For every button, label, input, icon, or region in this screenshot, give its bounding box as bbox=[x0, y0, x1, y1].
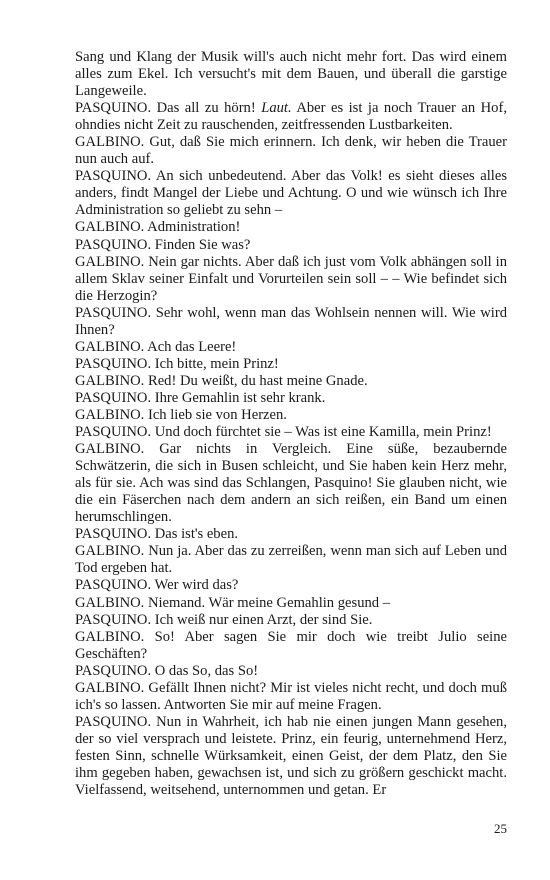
paragraph: GALBINO. Ich lieb sie von Herzen. bbox=[75, 406, 287, 423]
paragraph: PASQUINO. Nun in Wahrheit, ich hab nie einen jungen Mann gesehen, der so viel versprach und leistete. Prinz, ein feurig, unternehmend Herz, festen Sinn, schnelle Würksamkeit, einen Geist, der dem Platz, den Sie ihm gegeben haben, gewachsen ist, und sich zu größern geschickt macht. Vielfassend, weitsehend, unternommen und getan. Er bbox=[75, 713, 507, 799]
paragraph: GALBINO. Niemand. Wär meine Gemahlin gesund – bbox=[75, 594, 391, 611]
paragraph: PASQUINO. Finden Sie was? bbox=[75, 236, 251, 253]
paragraph: GALBINO. Nein gar nichts. Aber daß ich just vom Volk abhängen soll in allem Sklav seiner Einfalt und Vorurteilen sein soll – – Wie befindet sich die Herzogin? bbox=[75, 253, 507, 304]
paragraph: GALBINO. Ach das Leere! bbox=[75, 338, 237, 355]
paragraph: GALBINO. Gar nichts in Vergleich. Eine süße, bezaubernde Schwätzerin, die sich in Busen schleicht, und Sie haben kein Herz mehr, als für sie. Ach was sind das Schlangen, Pasquino! Sie glauben nicht, wie die ein Fäserchen nach dem andern an sich reißen, ein Band um einen herumschlingen. bbox=[75, 441, 507, 526]
paragraph: GALBINO. So! Aber sagen Sie mir doch wie treibt Julio seine Geschäften? bbox=[75, 628, 507, 662]
stage-direction: Laut. bbox=[261, 100, 292, 117]
paragraph: PASQUINO. Das ist's eben. bbox=[75, 526, 239, 543]
paragraph: PASQUINO. Sehr wohl, wenn man das Wohlsein nennen will. Wie wird Ihnen? bbox=[75, 304, 507, 338]
paragraph: PASQUINO. An sich unbedeutend. Aber das Volk! es sieht dieses alles anders, findt Mangel der Liebe und Achtung. O und wie wünsch ich Ihre Administration so geliebt zu sehn – bbox=[75, 168, 507, 219]
paragraph: GALBINO. Gut, daß Sie mich erinnern. Ich denk, wir heben die Trauer nun auch auf. bbox=[75, 134, 507, 168]
page-number: 25 bbox=[494, 821, 507, 836]
paragraph: GALBINO. Gefällt Ihnen nicht? Mir ist vieles nicht recht, und doch muß ich's so lassen. Antworten Sie mir auf meine Fragen. bbox=[75, 679, 507, 713]
paragraph: GALBINO. Red! Du weißt, du hast meine Gnade. bbox=[75, 372, 368, 389]
body-text bbox=[75, 49, 507, 799]
paragraph: Sang und Klang der Musik will's auch nicht mehr fort. Das wird einem alles zum Ekel. Ich versucht's mit dem Bauen, und überall die garstige Langeweile. bbox=[75, 49, 507, 100]
paragraph: PASQUINO. O das So, das So! bbox=[75, 662, 259, 679]
dialogue-text: Aber es ist ja noch Trauer an Hof, ohndies nicht Zeit zu rauschenden, zeitfressenden Lustbarkeiten. bbox=[75, 100, 507, 134]
paragraph: GALBINO. Administration! bbox=[75, 219, 241, 236]
paragraph: GALBINO. Nun ja. Aber das zu zerreißen, wenn man sich auf Leben und Tod ergeben hat. bbox=[75, 543, 507, 577]
paragraph: PASQUINO. Wer wird das? bbox=[75, 577, 239, 594]
paragraph: PASQUINO. Und doch fürchtet sie – Was ist eine Kamilla, mein Prinz! bbox=[75, 424, 492, 441]
paragraph: PASQUINO. Ich weiß nur einen Arzt, der sind Sie. bbox=[75, 611, 373, 628]
paragraph: PASQUINO. Ich bitte, mein Prinz! bbox=[75, 355, 279, 372]
paragraph: PASQUINO. Ihre Gemahlin ist sehr krank. bbox=[75, 389, 326, 406]
paragraph bbox=[75, 100, 507, 134]
dialogue-text: PASQUINO. Das all zu hörn! bbox=[75, 100, 262, 117]
